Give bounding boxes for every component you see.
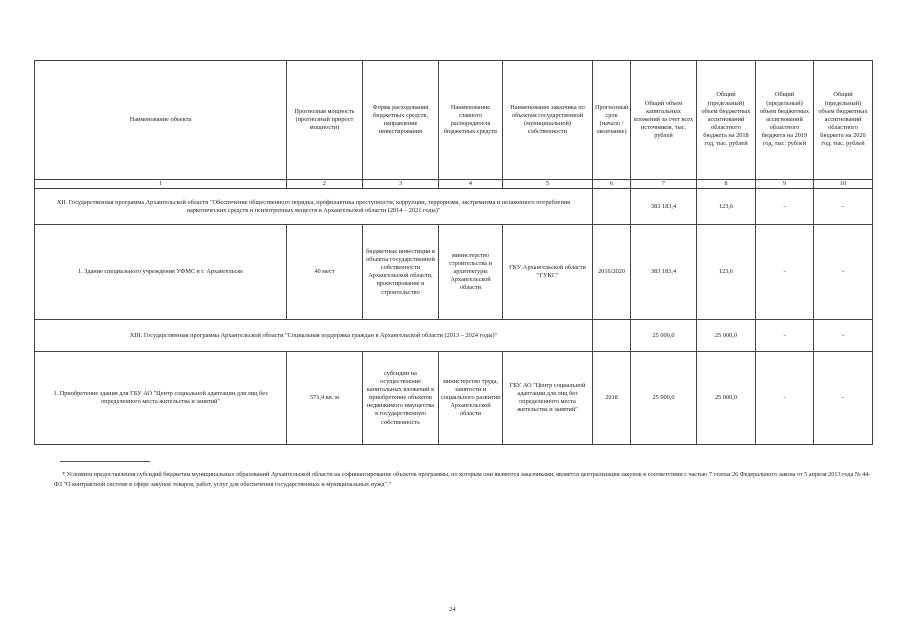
period-cell: [593, 189, 631, 225]
program-title: XII. Государственная программа Архангельской области "Обеспечение общественного порядка, профилактика преступности, коррупции, терроризма, экстремизма и незаконного потребления наркотических средств и психотропных веществ в Архангельской области (2014 – 2021 годы)": [35, 189, 593, 225]
capacity-cell: 571,4 кв. м: [287, 352, 363, 445]
header-customer: Наименование заказчика по объектам государственной (муниципальной) собственности: [503, 61, 593, 180]
footnote-separator: [60, 461, 150, 462]
header-budget-2018: Общий (предельный) объем бюджетных ассигнований областного бюджета на 2018 год, тыс. рублей: [697, 61, 756, 180]
customer-cell: ГБУ АО "Центр социальной адаптации для лиц без определенного места жительства и занятий": [503, 352, 593, 445]
budget-2020-cell: -: [814, 189, 873, 225]
spending-form-cell: бюджетные инвестиции в объекты государственной собственности Архангельской области, проектирование и строительство: [363, 225, 439, 320]
header-capacity: Прогнозная мощность (прогнозный прирост мощности): [287, 61, 363, 180]
footnote-text: * Условием предоставления субсидий бюджетам муниципальных образований Архангельской области на софинансирование объектов программы, по которым они являются заказчиками, является централизация закупок в соответствии с частью 7 статьи 26 Федерального закона от 5 апреля 2013 года № 44-ФЗ "О контрактной системе в сфере закупок товаров, работ, услуг для обеспечения государственных и муниципальных нужд".": [54, 471, 871, 488]
program-row: [35, 320, 873, 352]
header-budget-2020: Общий (предельный) объем бюджетных ассигнований областного бюджета на 2020 год, тыс. рублей: [814, 61, 873, 180]
budget-2019-cell: -: [756, 189, 814, 225]
budget-2018-cell: 123,6: [697, 225, 756, 320]
column-number: 2: [287, 180, 363, 189]
object-row: [35, 225, 873, 320]
header-object-name: Наименование объекта: [35, 61, 287, 180]
capacity-cell: 40 мест: [287, 225, 363, 320]
period-cell: 2018: [593, 352, 631, 445]
column-number: 4: [439, 180, 503, 189]
column-number: 9: [756, 180, 814, 189]
total-cell: 383 183,4: [631, 225, 697, 320]
column-number: 3: [363, 180, 439, 189]
budget-2020-cell: -: [814, 352, 873, 445]
budget-2019-cell: -: [756, 225, 814, 320]
column-number-row: [35, 180, 873, 189]
header-total-investment: Общий объем капитальных вложений за счет всех источников, тыс. рублей: [631, 61, 697, 180]
budget-2018-cell: 123,6: [697, 189, 756, 225]
total-cell: 383 183,4: [631, 189, 697, 225]
total-cell: 25 000,0: [631, 320, 697, 352]
budget-2020-cell: -: [814, 225, 873, 320]
column-number: 1: [35, 180, 287, 189]
program-row: [35, 189, 873, 225]
program-title: XIII. Государственная программа Архангельской области "Социальная поддержка граждан в Архангельской области (2013 – 2024 годы)": [35, 320, 593, 352]
period-cell: 2016/2020: [593, 225, 631, 320]
column-number: 6: [593, 180, 631, 189]
page-number: 24: [449, 606, 456, 613]
header-period: Прогнозный срок (начало / окончание): [593, 61, 631, 180]
total-cell: 25 000,0: [631, 352, 697, 445]
header-budget-2019: Общий (предельный) объем бюджетных ассигнований областного бюджета на 2019 год, тыс. рублей: [756, 61, 814, 180]
customer-cell: ГКУ Архангельской области "ГУКС": [503, 225, 593, 320]
spending-form-cell: субсидии на осуществление капитальных вложений в приобретение объектов недвижимого имущества в государственную собственность: [363, 352, 439, 445]
column-number: 7: [631, 180, 697, 189]
object-name: 1. Приобретение здания для ГБУ АО "Центр социальной адаптации для лиц без определенного места жительства и занятий": [35, 352, 287, 445]
period-cell: [593, 320, 631, 352]
capital-investment-table: [34, 60, 873, 445]
column-number: 10: [814, 180, 873, 189]
budget-2020-cell: -: [814, 320, 873, 352]
header-chief-manager: Наименование главного распорядителя бюджетных средств: [439, 61, 503, 180]
budget-2018-cell: 25 000,0: [697, 352, 756, 445]
column-number: 8: [697, 180, 756, 189]
chief-manager-cell: министерство труда, занятости и социального развития Архангельской области: [439, 352, 503, 445]
object-row: [35, 352, 873, 445]
budget-2019-cell: -: [756, 352, 814, 445]
object-name: 1. Здание специального учреждения УФМС в г. Архангельске: [35, 225, 287, 320]
budget-2018-cell: 25 000,0: [697, 320, 756, 352]
column-number: 5: [503, 180, 593, 189]
header-spending-form: Форма расходования бюджетных средств, направление инвестирования: [363, 61, 439, 180]
header-row: [35, 61, 873, 180]
budget-2019-cell: -: [756, 320, 814, 352]
chief-manager-cell: министерство строительства и архитектуры Архангельской области: [439, 225, 503, 320]
